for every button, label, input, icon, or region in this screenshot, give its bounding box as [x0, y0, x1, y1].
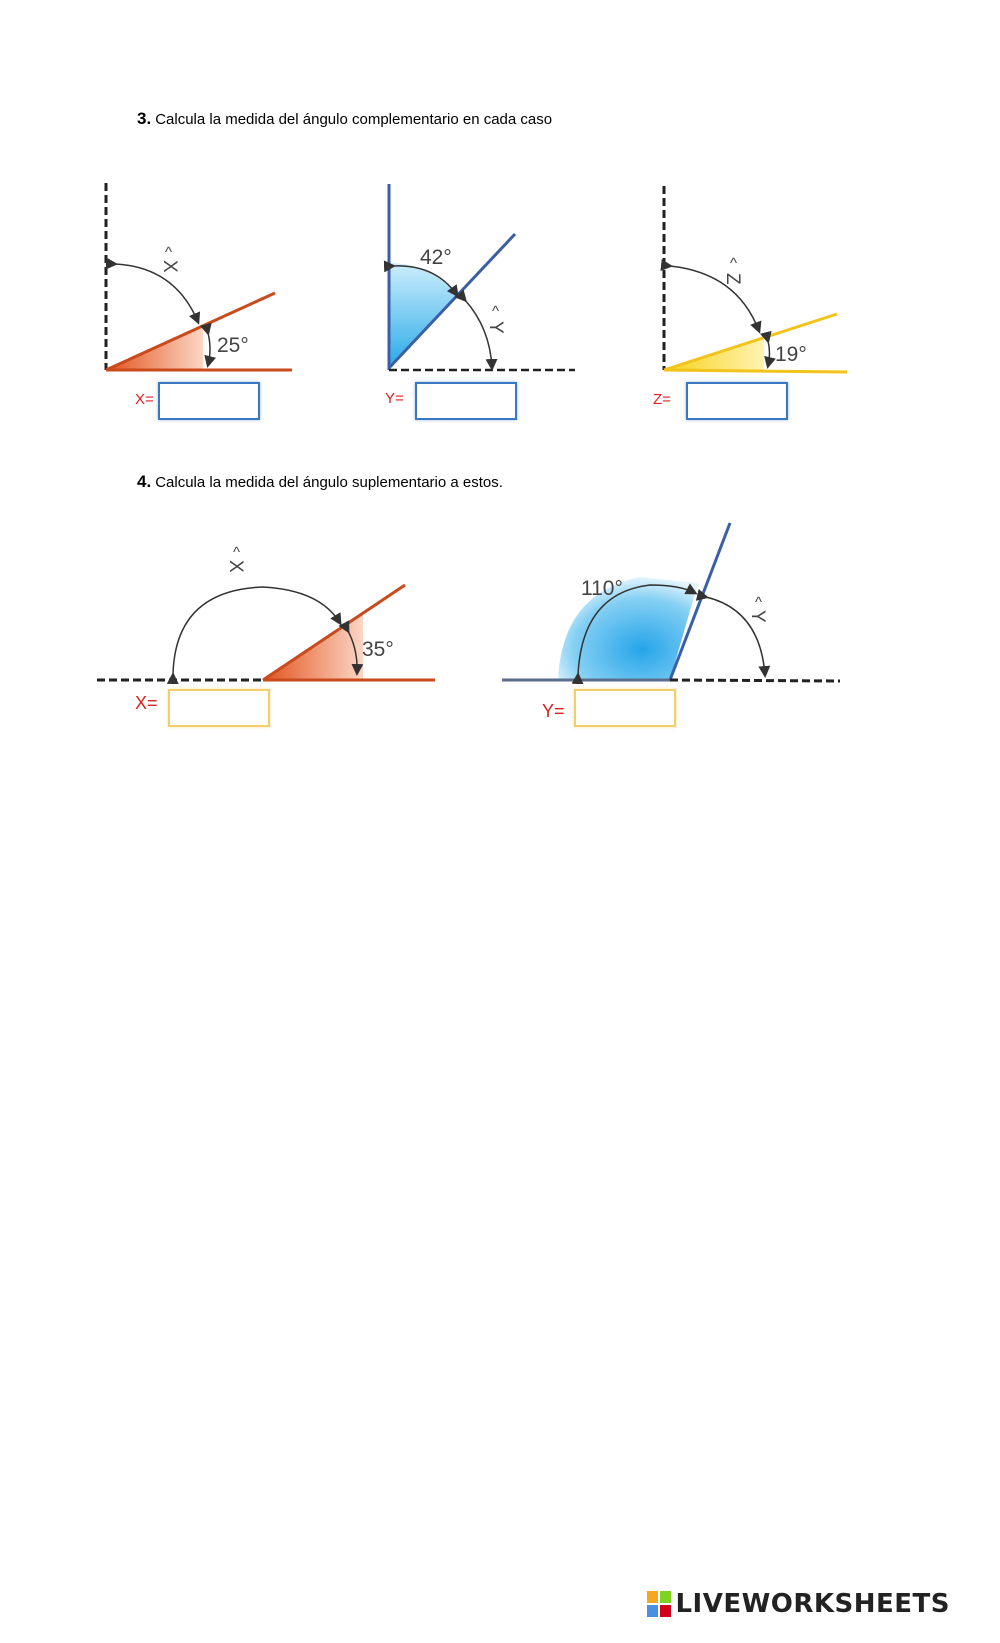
q3-fig2-hat-mark: ^ — [492, 303, 500, 320]
q4-fig1-answer-label: X= — [135, 693, 158, 713]
q3-fig3-given-angle: 19° — [775, 343, 807, 366]
q3-figure-2 — [375, 178, 590, 378]
q4-fig1-hat-mark: ^ — [233, 544, 241, 561]
question-4-title — [137, 472, 503, 492]
q3-fig3-answer-input[interactable] — [686, 382, 788, 420]
liveworksheets-logo-icon — [647, 1591, 671, 1617]
q3-fig1-hat-mark: ^ — [165, 244, 173, 261]
q3-fig1-given-angle: 25° — [217, 334, 249, 357]
q3-fig2-given-angle: 42° — [420, 246, 452, 269]
q3-fig3-hat-mark: ^ — [730, 255, 738, 272]
q4-fig2-answer-input[interactable] — [574, 689, 676, 727]
q4-fig1-given-angle: 35° — [362, 638, 394, 661]
q3-fig3-unknown-label: Z — [722, 273, 743, 285]
q4-fig1-answer-input[interactable] — [168, 689, 270, 727]
question-4-text: Calcula la medida del ángulo suplementario a estos. — [155, 474, 503, 491]
q3-fig3-answer-label: Z= — [653, 391, 671, 408]
q3-fig1-answer-input[interactable] — [158, 382, 260, 420]
q4-figure-2 — [500, 515, 845, 695]
liveworksheets-brand: LIVEWORKSHEETS — [675, 1589, 950, 1619]
question-3-number: 3. — [137, 109, 152, 128]
q3-fig1-unknown-label: X — [159, 260, 180, 273]
q3-fig2-answer-input[interactable] — [415, 382, 517, 420]
q3-fig2-answer-label: Y= — [385, 390, 404, 407]
q3-figure-3 — [652, 178, 857, 383]
question-3-text: Calcula la medida del ángulo complementario en cada caso — [155, 111, 553, 128]
q4-fig2-given-angle: 110° — [581, 577, 623, 600]
q3-fig1-answer-label: X= — [135, 391, 154, 408]
q3-figure-1 — [95, 175, 305, 380]
question-4-number: 4. — [137, 472, 152, 491]
question-3-title — [137, 109, 552, 129]
q4-fig2-hat-mark: ^ — [755, 594, 763, 611]
q4-fig2-unknown-label: Y — [747, 610, 768, 623]
q4-fig1-unknown-label: X — [225, 560, 246, 573]
liveworksheets-logo — [647, 1589, 950, 1619]
q3-fig2-unknown-label: Y — [485, 321, 506, 334]
q4-figure-1 — [95, 535, 440, 695]
q4-fig2-answer-label: Y= — [542, 701, 565, 721]
